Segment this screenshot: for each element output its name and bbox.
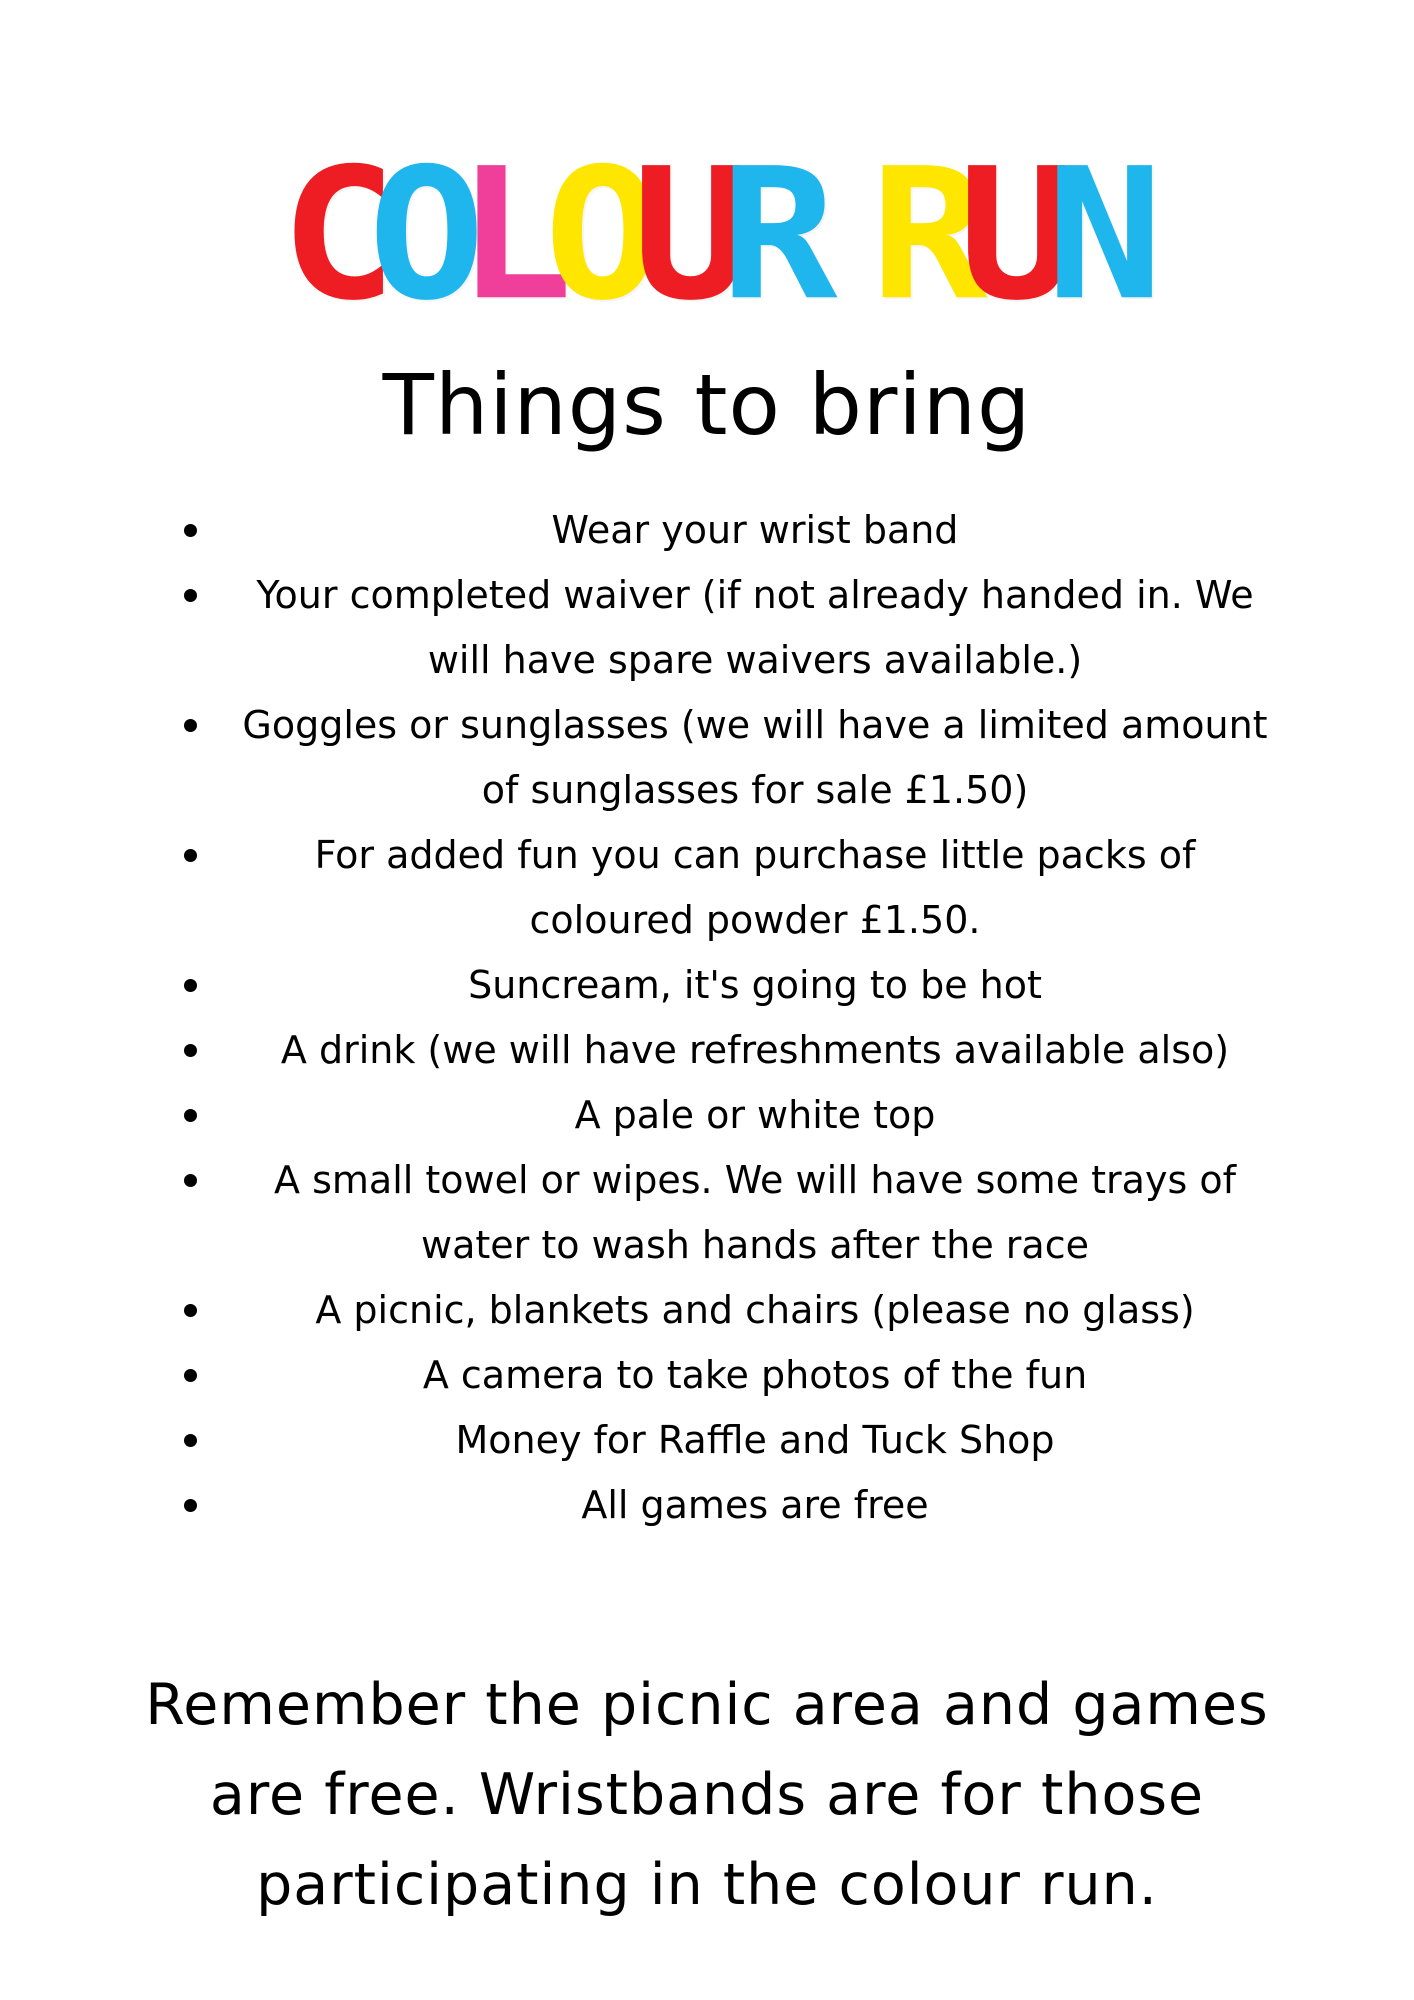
title-letter: R	[720, 128, 840, 341]
list-item-text: A pale or white top	[574, 1093, 936, 1137]
things-to-bring-list	[170, 498, 1280, 1538]
list-item	[170, 1408, 1280, 1473]
list-item	[170, 1083, 1280, 1148]
title-letter: N	[1046, 128, 1166, 341]
list-item	[170, 1343, 1280, 1408]
list-item-text: Suncream, it's going to be hot	[468, 963, 1042, 1007]
list-item	[170, 823, 1280, 953]
title-letter: O	[368, 128, 488, 341]
title-letter: U	[958, 128, 1078, 341]
list-item-text: For added fun you can purchase little packs of coloured powder £1.50.	[314, 833, 1196, 942]
list-item-text: A camera to take photos of the fun	[422, 1353, 1088, 1397]
bullet-icon	[184, 979, 197, 992]
title-letter: O	[544, 128, 664, 341]
bullet-icon	[184, 1499, 197, 1512]
page-subtitle: Things to bring	[382, 356, 1032, 454]
title-letter: R	[870, 128, 990, 341]
list-item-text: A picnic, blankets and chairs (please no glass)	[315, 1288, 1195, 1332]
list-item	[170, 1148, 1280, 1278]
bullet-icon	[184, 1109, 197, 1122]
footer-note: Remember the picnic area and games are free. Wristbands are for those participating in the colour run.	[145, 1672, 1269, 1918]
bullet-icon	[184, 719, 197, 732]
bullet-icon	[184, 849, 197, 862]
list-item	[170, 693, 1280, 823]
list-item	[170, 498, 1280, 563]
list-item-text: Goggles or sunglasses (we will have a limited amount of sunglasses for sale £1.50)	[242, 703, 1268, 812]
bullet-icon	[184, 1304, 197, 1317]
bullet-icon	[184, 1174, 197, 1187]
bullet-icon	[184, 1369, 197, 1382]
list-item-text: Money for Raffle and Tuck Shop	[455, 1418, 1055, 1462]
list-item-text: Your completed waiver (if not already handed in. We will have spare waivers available.)	[256, 573, 1254, 682]
bullet-icon	[184, 524, 197, 537]
title-letter: C	[280, 128, 400, 341]
list-item-text: A small towel or wipes. We will have some trays of water to wash hands after the race	[274, 1158, 1236, 1267]
list-item-text: A drink (we will have refreshments available also)	[280, 1028, 1230, 1072]
list-item-text: Wear your wrist band	[551, 508, 959, 552]
bullet-icon	[184, 1044, 197, 1057]
list-item	[170, 953, 1280, 1018]
title-letter: U	[632, 128, 752, 341]
list-item	[170, 1278, 1280, 1343]
list-item	[170, 1473, 1280, 1538]
bullet-icon	[184, 589, 197, 602]
list-item	[170, 1018, 1280, 1083]
list-item	[170, 563, 1280, 693]
list-item-text: All games are free	[581, 1483, 929, 1527]
bullet-icon	[184, 1434, 197, 1447]
title-letter: L	[456, 128, 576, 341]
colour-run-title	[0, 128, 1414, 341]
